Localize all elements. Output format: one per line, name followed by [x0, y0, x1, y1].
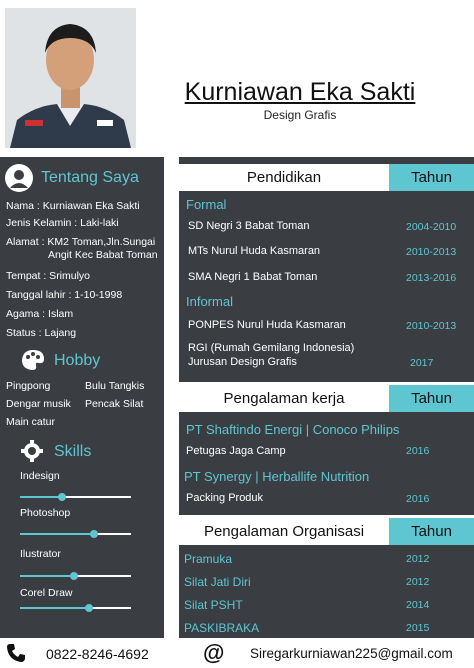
skill-knob [85, 604, 93, 612]
org-name: Silat Jati Diri [184, 575, 251, 589]
at-icon: @ [203, 640, 225, 665]
skill-knob [70, 572, 78, 580]
about-birthdate: Tanggal lahir : 1-10-1998 [6, 289, 123, 301]
org-header: Pengalaman Organisasi [179, 518, 389, 545]
full-name: Kurniawan Eka Sakti [184, 78, 416, 106]
informal-label: Informal [186, 294, 233, 309]
skill-name: Photoshop [20, 507, 71, 519]
informal-year: 2010-2013 [406, 320, 457, 332]
about-name: Nama : Kurniawan Eka Sakti [6, 200, 140, 212]
about-gender: Jenis Kelamin : Laki-laki [6, 217, 119, 229]
formal-school: SD Negri 3 Babat Toman [188, 220, 310, 232]
formal-label: Formal [186, 197, 227, 212]
work-role: Petugas Jaga Camp [186, 445, 286, 457]
email-address: Siregarkurniawan225@gmail.com [250, 646, 453, 661]
about-religion: Agama : Islam [6, 308, 74, 320]
education-header: Pendidikan [179, 164, 389, 191]
palette-icon [20, 348, 46, 372]
skill-fill [20, 533, 94, 535]
informal-school-detail: Jurusan Design Grafis [188, 356, 297, 368]
skill-fill [20, 496, 62, 498]
org-year: 2015 [406, 622, 430, 634]
hobby-item: Bulu Tangkis [85, 380, 145, 392]
formal-school: MTs Nurul Huda Kasmaran [188, 245, 321, 257]
phone-number: 0822-8246-4692 [46, 646, 149, 662]
org-year-header: Tahun [389, 518, 474, 545]
hobby-title: Hobby [54, 352, 101, 369]
job-title: Design Grafis [263, 108, 337, 122]
org-name: PASKIBRAKA [184, 621, 260, 635]
org-year: 2012 [406, 576, 430, 588]
work-year-header: Tahun [389, 385, 474, 412]
org-year: 2014 [406, 599, 430, 611]
work-year: 2016 [406, 445, 430, 457]
skill-fill [20, 607, 89, 609]
work-company: PT Shaftindo Energi | Conoco Philips [186, 422, 400, 437]
informal-school: PONPES Nurul Huda Kasmaran [188, 319, 346, 331]
skill-knob [90, 530, 98, 538]
user-icon [5, 164, 33, 192]
hobby-item: Pencak Silat [85, 398, 144, 410]
skill-fill [20, 575, 74, 577]
org-name: Silat PSHT [184, 598, 243, 612]
skill-bar [20, 572, 131, 580]
hobby-item: Dengar musik [6, 398, 71, 410]
work-header: Pengalaman kerja [179, 385, 389, 412]
skill-knob [58, 493, 66, 501]
skill-bar [20, 493, 131, 501]
work-year: 2016 [406, 493, 430, 505]
formal-school: SMA Negri 1 Babat Toman [188, 271, 318, 283]
phone-icon [6, 643, 26, 663]
skill-name: Corel Draw [20, 587, 73, 599]
skill-bar [20, 530, 131, 538]
about-address-cont: Angit Kec Babat Toman [48, 249, 158, 261]
about-status: Status : Lajang [6, 327, 77, 339]
about-birthplace: Tempat : Srimulyo [6, 270, 91, 282]
formal-year: 2013-2016 [406, 272, 457, 284]
informal-school: RGI (Rumah Gemilang Indonesia) [188, 342, 355, 354]
gear-icon [20, 439, 44, 463]
skills-title: Skills [54, 443, 92, 460]
about-address: Alamat : KM2 Toman,Jln.Sungai [6, 236, 156, 248]
about-title: Tentang Saya [41, 169, 139, 186]
work-role: Packing Produk [186, 492, 264, 504]
work-company: PT Synergy | Herballife Nutrition [184, 469, 370, 484]
skill-name: Ilustrator [20, 548, 61, 560]
skill-bar [20, 604, 131, 612]
formal-year: 2010-2013 [406, 246, 457, 258]
formal-year: 2004-2010 [406, 221, 457, 233]
education-year-header: Tahun [389, 164, 474, 191]
org-name: Pramuka [184, 552, 233, 566]
hobby-item: Pingpong [6, 380, 51, 392]
org-year: 2012 [406, 553, 430, 565]
profile-photo [5, 8, 136, 148]
hobby-item: Main catur [6, 416, 56, 428]
skill-name: Indesign [20, 470, 60, 482]
informal-year: 2017 [410, 357, 434, 369]
